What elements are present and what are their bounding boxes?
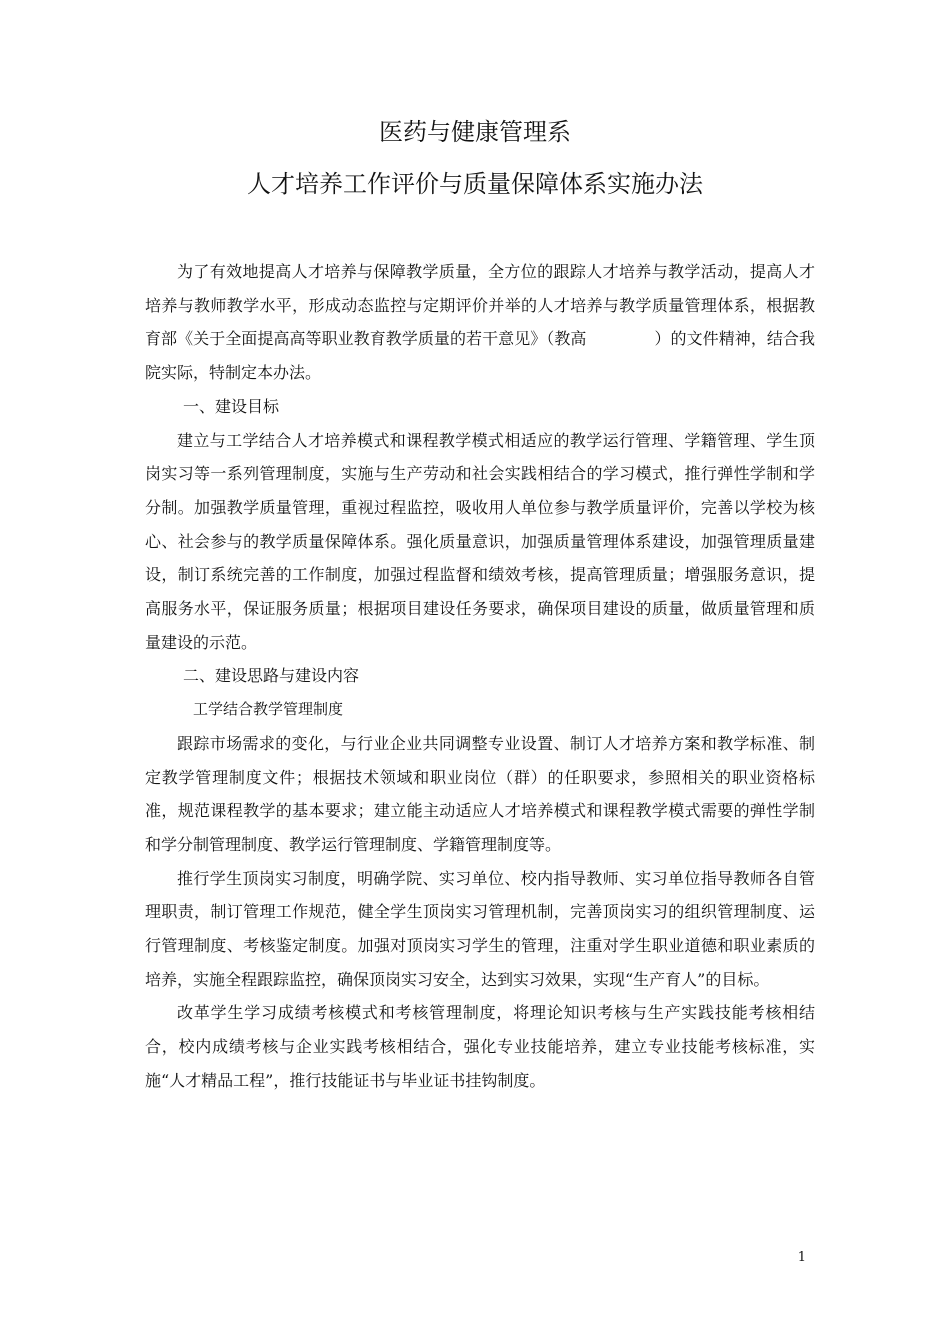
document-title-line-2: 人才培养工作评价与质量保障体系实施办法 [247, 170, 703, 198]
page-number: 1 [797, 1250, 806, 1265]
section-2-paragraph-2: 推行学生顶岗实习制度，明确学院、实习单位、校内指导教师、实习单位指导教师各自管理职责，制订管理工作规范，健全学生顶岗实习管理机制，完善顶岗实习的组织管理制度、运行管理制度、考核鉴定制度。加强对顶岗实习学生的管理，注重对学生职业道德和职业素质的培养，实施全程跟踪监控，确保顶岗实习安全，达到实习效果，实现“生产育人”的目标。 [145, 868, 815, 989]
intro-paragraph [145, 255, 815, 390]
intro-text-after-gap: ）的文件精神，结合我院实际，特制定本办法。 [145, 329, 815, 383]
section-2-paragraph-3: 改革学生学习成绩考核模式和考核管理制度，将理论知识考核与生产实践技能考核相结合，校内成绩考核与企业实践考核相结合，强化专业技能培养，建立专业技能考核标准，实施“人才精品工程”，推行技能证书与毕业证书挂钩制度。 [145, 1003, 815, 1090]
document-body [145, 255, 815, 1098]
section-2-paragraph-1: 跟踪市场需求的变化，与行业企业共同调整专业设置、制订人才培养方案和教学标准、制定教学管理制度文件；根据技术领域和职业岗位（群）的任职要求，参照相关的职业资格标准，规范课程教学的基本要求；建立能主动适应人才培养模式和课程教学模式需要的弹性学制和学分制管理制度、教学运行管理制度、学籍管理制度等。 [145, 733, 815, 854]
section-2-heading: 二、建设思路与建设内容 [183, 666, 360, 686]
section-2-subheading: 工学结合教学管理制度 [193, 700, 344, 719]
document-title-line-1: 医药与健康管理系 [379, 118, 571, 146]
section-1-paragraph: 建立与工学结合人才培养模式和课程教学模式相适应的教学运行管理、学籍管理、学生顶岗实习等一系列管理制度，实施与生产劳动和社会实践相结合的学习模式，推行弹性学制和学分制。加强教学质量管理，重视过程监控，吸收用人单位参与教学质量评价，完善以学校为核心、社会参与的教学质量保障体系。强化质量意识，加强质量管理体系建设，加强管理质量建设，制订系统完善的工作制度，加强过程监督和绩效考核，提高管理质量；增强服务意识，提高服务水平，保证服务质量；根据项目建设任务要求，确保项目建设的质量，做质量管理和质量建设的示范。 [145, 430, 815, 652]
section-1-heading: 一、建设目标 [183, 396, 280, 416]
intro-text-before-gap: 为了有效地提高人才培养与保障教学质量，全方位的跟踪人才培养与教学活动，提高人才培养与教师教学水平，形成动态监控与定期评价并举的人才培养与教学质量管理体系，根据教育部《关于全面提高高等职业教育教学质量的若干意见》（教高 [145, 262, 815, 349]
